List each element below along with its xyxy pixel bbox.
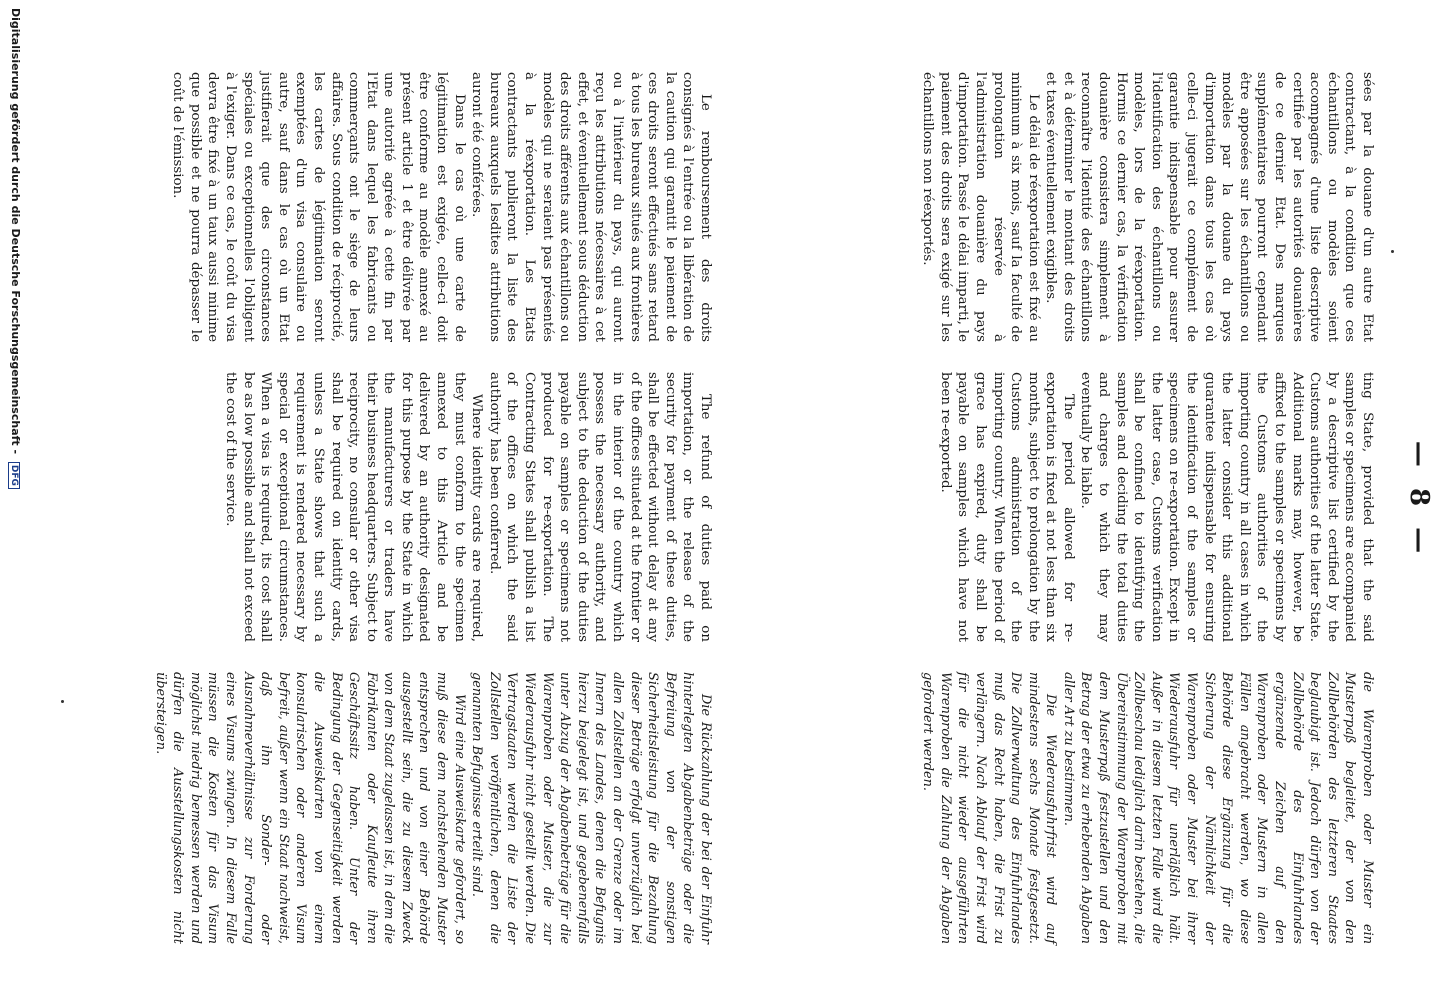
english-paragraph: Where identity cards are required, they must conform to the specimen annexed to this Article and be delivered by an authority designated for this purpose by the State in which the manufacturers or traders have their business headquarters. Subject to reciprocity, no consular or other visa shall be required on identity cards, unless a State shows that such a requirement is rendered necessary by special or exceptional circumstances. When a visa is required, its cost shall be as low possible and shall not exceed the cost of the service. [222, 372, 485, 642]
scan-speck [1391, 250, 1394, 253]
english-column-top [936, 372, 1376, 642]
french-paragraph: sées par la douane d'un autre Etat contractant, à la condition que ces échantillons ou modèles soient accompagnés d'une liste descriptive certifiée par les autorités douanières de ce dernier Etat. Des marques supplémentaires pourront cependant être apposées sur les échantillons ou modèles par la douane du pays d'importation dans tous les cas où celle-ci jugerait ce complément de garantie indispensable pour assurer l'identification des échantillons ou modèles, lors de la réexportation. Hormis ce dernier cas, la vérification douanière consistera simplement à reconnaître l'identité des échantillons et à déterminer le montant des droits et taxes éventuellement exigibles. [1043, 72, 1375, 342]
german-paragraph: Die Rückzahlung der bei der Einfuhr hinterlegten Abgabenbeträge oder die Befreiung von der sonstigen Sicherheitsleistung für die Bezahlung dieser Beträge erfolgt unverzüglich bei allen Zollstellen an der Grenze oder im Innern des Landes, denen die Befugnis hierzu beigelegt ist, und gegebenenfalls unter Abzug der Abgabenbeträge für die Warenproben oder Muster, die zur Wiederausfuhr nicht gestellt werden. Die Vertragstaaten werden die Liste der Zollstellen veröffentlichen, denen die genannten Befugnisse erteilt sind. [469, 672, 713, 944]
french-paragraph: Le remboursement des droits consignés à l'entrée ou la libération de la caution qui garantit le paiement de ces droits seront effectués sans retard à tous les bureaux situés aux frontières ou à l'intérieur du pays, qui auront reçu les attributions nécessaires à cet effet, et éventuellement sous déduction des droits afférents aux échantillons ou modèles qui ne seraient pas présentés à la réexportation. Les Etats contractants publieront la liste des bureaux auxquels lesdites attributions auront été conférées. [469, 72, 713, 342]
german-paragraph: Die Wiederausfuhrfrist wird auf mindestens sechs Monate festgesetzt. Die Zollverwaltung des Einfuhrlandes muß das Recht haben, die Frist zu verlängern. Nach Ablauf der Frist wird für die nicht wieder ausgeführten Warenproben die Zahlung der Abgaben gefordert werden. [920, 672, 1059, 944]
french-column-top [919, 72, 1376, 342]
french-paragraph: Dans le cas où une carte de légitimation est exigée, celle-ci doit être conforme au modèle annexé au présent article 1 et être délivrée par une autorité agréée à cette fin par l'Etat dans lequel les fabricants ou commerçants ont le siège de leurs affaires. Sous condition de réciprocité, les cartes de légitimation seront exemptées d'un visa consulaire ou autre, sauf dans le cas où un Etat justifierait que des circonstances spéciales ou exceptionnelles l'obligent à l'exiger. Dans ce cas, le coût du visa devra être fixé à un taux aussi minime que possible et ne pourra dépasser le coût de l'émission. [170, 72, 467, 342]
english-column-bottom [221, 372, 714, 642]
digitization-stamp [8, 8, 22, 988]
page-number: — 8 — [1404, 440, 1434, 560]
german-paragraph: Wird eine Ausweiskarte gefordert, so muß diese dem nachstehenden Muster entsprechen und von einer Behörde ausgestellt sein, die zu diesem Zweck von dem Staat zugelassen ist, in dem die Fabrikanten oder Kaufleute ihren Geschäftssitz haben. Unter der Bedingung der Gegenseitigkeit werden die Ausweiskarten von einem konsularischen oder anderen Visum befreit, außer wenn ein Staat nachweist, daß ihn Sonder- oder Ausnahmeverhältnisse zur Forderung eines Visums zwingen. In diesem Falle müssen die Kosten für das Visum möglichst niedrig bemessen werden und dürfen die Ausstellungskosten nicht übersteigen. [152, 672, 467, 944]
stamp-text: Digitalisierung gefördert durch die Deutsche Forschungsgemeinschaft - [9, 8, 22, 455]
english-paragraph: The refund of duties paid on importation, or the release of the security for payment of these duties, shall be effected without delay at any of the offices situated at the frontier or in the interior of the country which possess the necessary authority, and subject to the deduction of the duties payable on samples or specimens not produced for re-exportation. The Contracting States shall publish a list of the offices on which the said authority has been conferred. [486, 372, 713, 642]
french-paragraph: Le délai de réexportation est fixé au minimum à six mois, sauf la faculté de prolongation réservée à l'administration douanière du pays d'importation. Passé le délai imparti, le paiement des droits sera exigé sur les échantillons non réexportés. [920, 72, 1041, 342]
german-column-bottom [151, 672, 714, 944]
german-column-top [919, 672, 1376, 944]
scan-speck [61, 700, 64, 703]
dfg-logo: DFG [8, 462, 20, 489]
german-paragraph: die Warenproben oder Muster ein Musterpaß begleitet, der von den Zollbehörden des letzteren Staates beglaubigt ist. Jedoch dürfen von der Zollbehörde des Einfuhrlandes ergänzende Zeichen auf den Warenproben oder Mustern in allen Fällen angebracht werden, wo diese Behörde diese Ergänzung für die Sicherung der Nämlichkeit der Warenproben oder Muster bei ihrer Wiederausfuhr für unerläßlich hält. Außer in diesem letzten Falle wird die Zollbeschau lediglich darin bestehen, die Übereinstimmung der Warenproben mit dem Musterpaß festzustellen und den Betrag der etwa zu erhebenden Abgaben aller Art zu bestimmen. [1060, 672, 1375, 944]
french-column-bottom [169, 72, 714, 342]
english-paragraph: The period allowed for re-exportation is fixed at not less than six months, subject to prolongation by the Customs administration of the importing country. When the period of grace has expired, duty shall be payable on samples which have not been re-exported. [937, 372, 1076, 642]
english-paragraph: ting State, provided that the said samples or specimens are accompanied by a descriptive list certified by the Customs authorities of the latter State. Additional marks may, however, be affixed to the samples or specimens by the Customs authorities of the importing country in all cases in which the latter consider this additional guarantee indispensable for ensuring the identification of the samples or specimens on re-exportation. Except in the latter case, Customs verification shall be confined to identifying the samples and deciding the total duties and charges to which they may eventually be liable. [1078, 372, 1375, 642]
